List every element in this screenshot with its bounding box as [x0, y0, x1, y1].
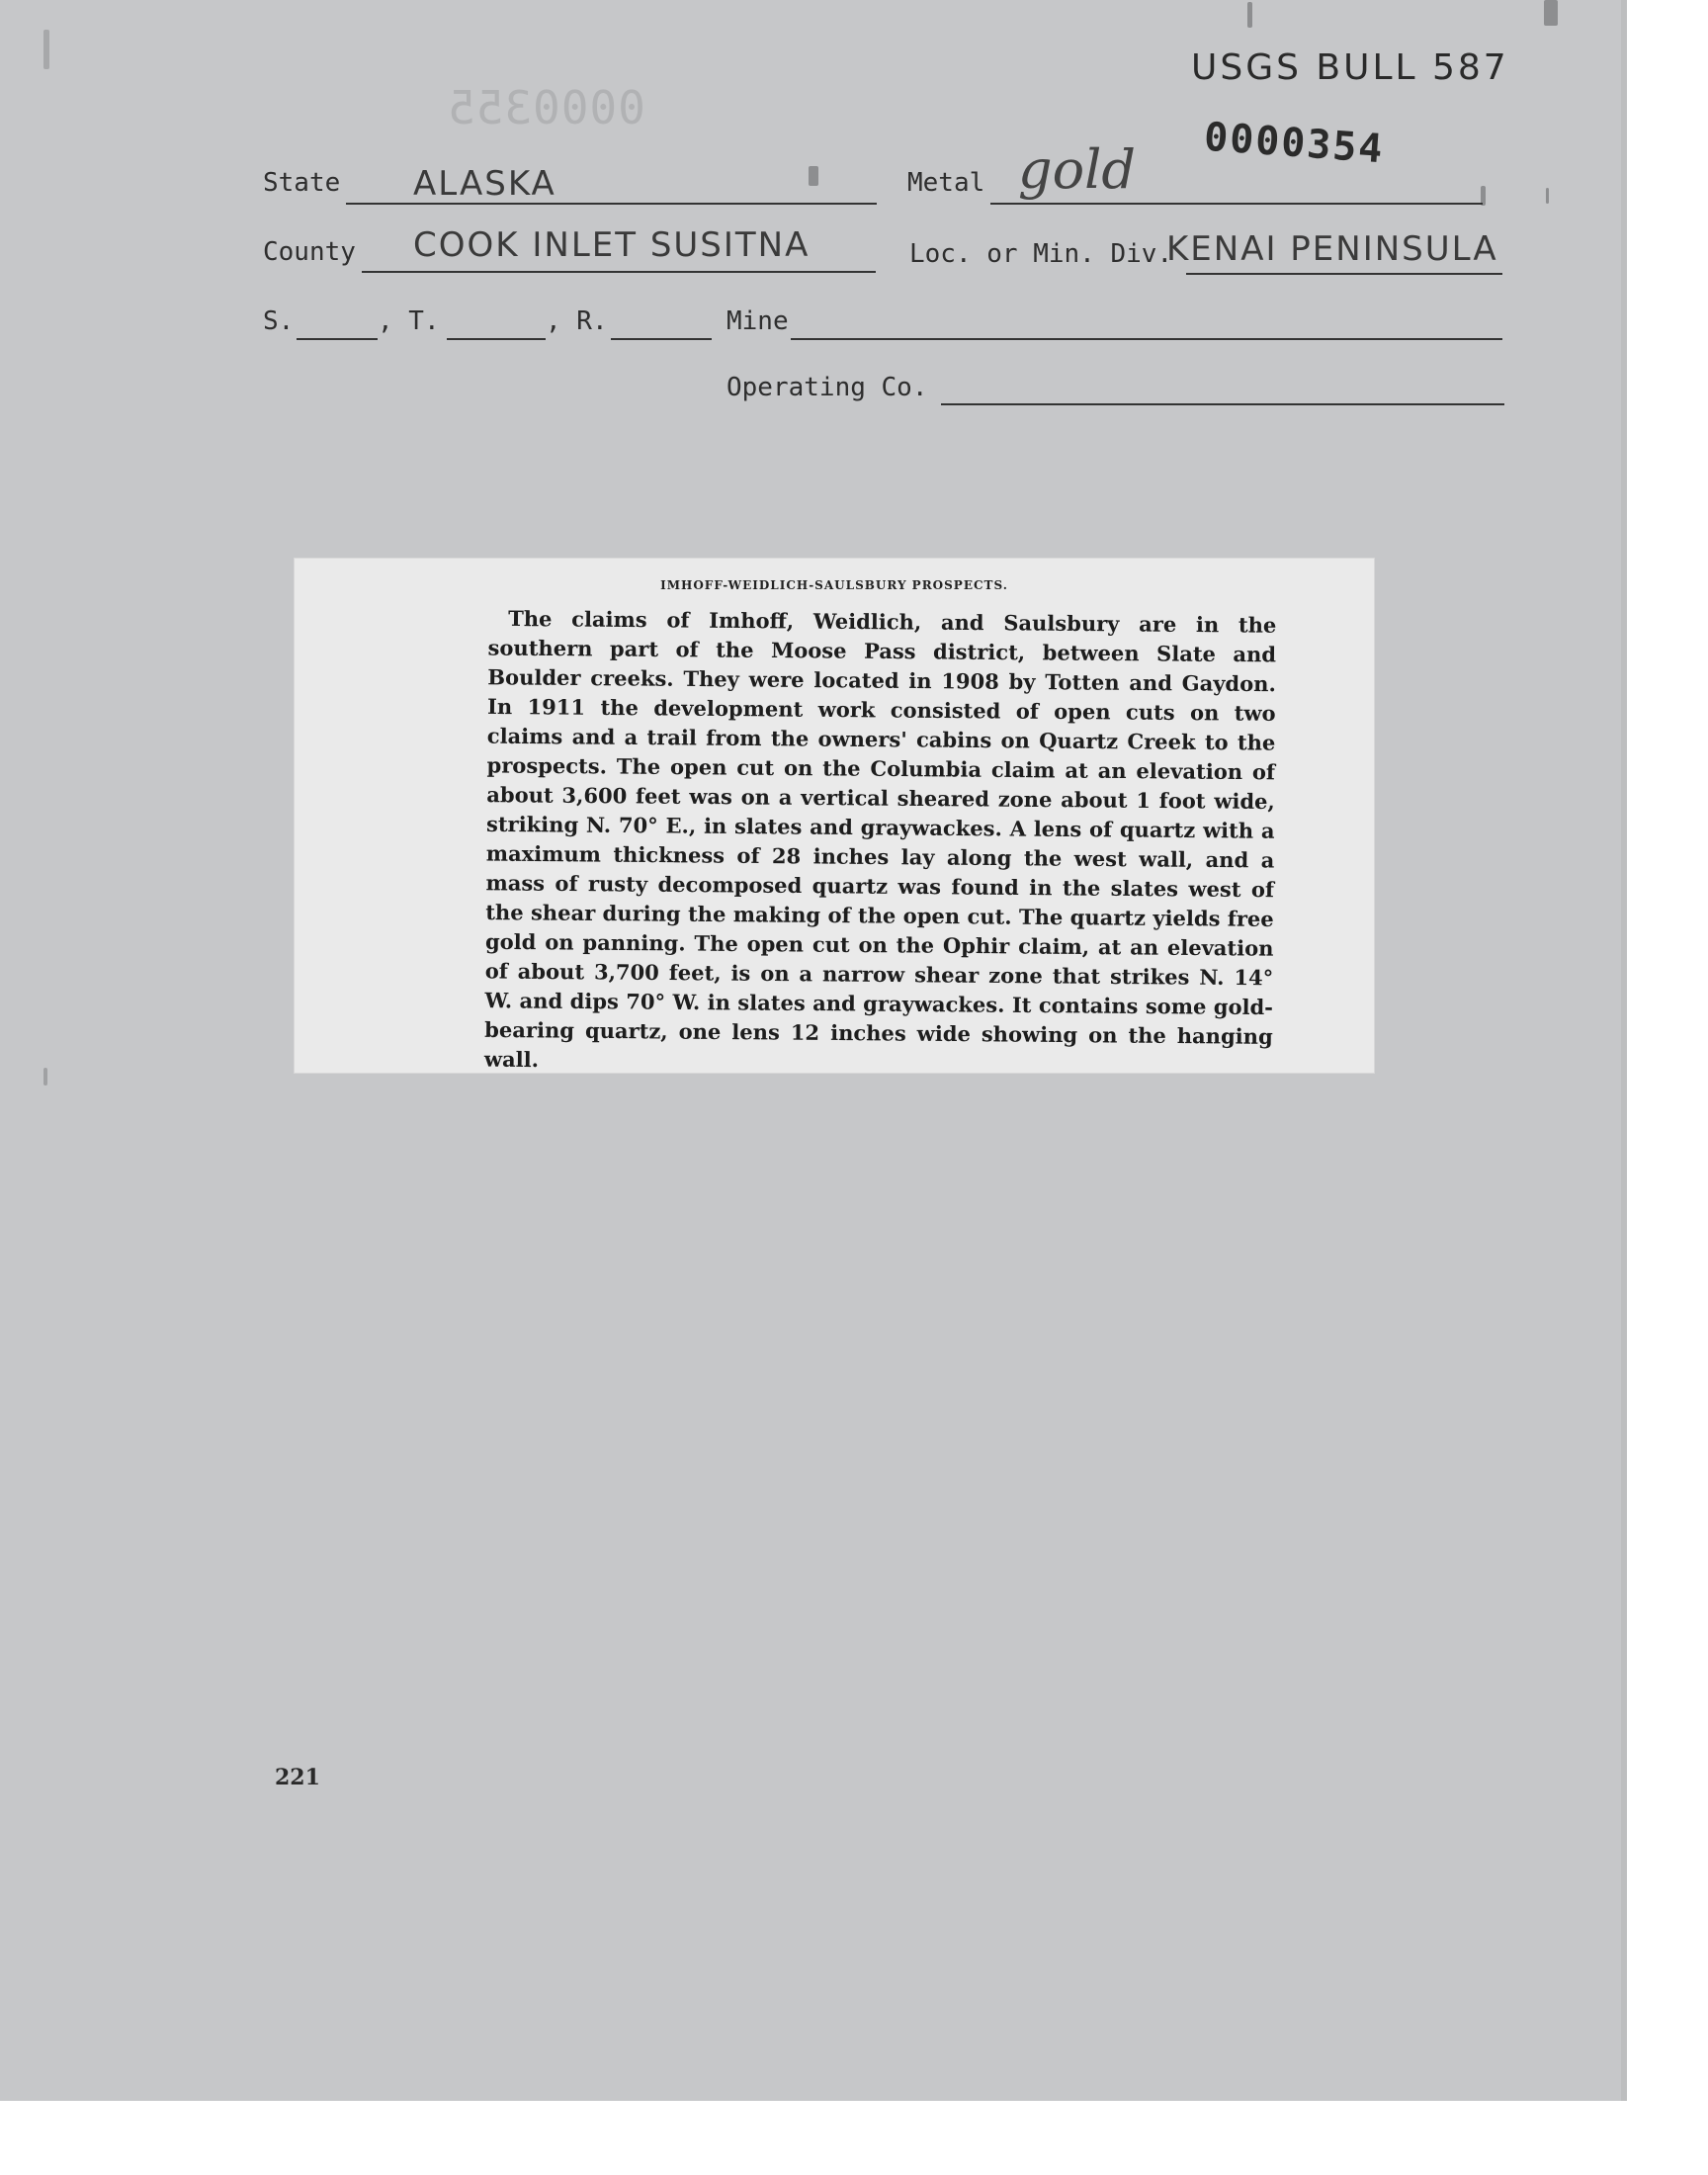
serial-number: 0000354: [1202, 114, 1386, 173]
metal-value: gold: [1018, 138, 1136, 201]
county-label: County: [263, 237, 356, 267]
mine-line: [791, 338, 1502, 340]
state-label: State: [263, 168, 341, 198]
mine-label: Mine: [726, 306, 789, 336]
clipping-body: The claims of Imhoff, Weidlich, and Saulsbury are in the southern part of the Moose Pass district, between Slate and Boulder creeks. They were located in 1908 by Totten and Gaydon. In 1911 the development work consisted of open cuts on two claims and a trail from the owners' cabins on Quartz Creek to the prospects. The open cut on the Columbia claim at an elevation of about 3,600 feet was on a vertical sheared zone about 1 foot wide, striking N. 70° E., in slates and graywackes. A lens of quartz with a maximum thickness of 28 inches lay along the west wall, and a mass of rusty decomposed quartz was found in the slates west of the shear during the making of the open cut. The quartz yields free gold on panning. The open cut on the Ophir claim, at an elevation of about 3,700 feet, is on a narrow shear zone that strikes N. 14° W. and dips 70° W. in slates and graywackes. It contains some gold-bearing quartz, one lens 12 inches wide showing on the hanging wall.: [483, 606, 1277, 1073]
township-line: [447, 338, 546, 340]
scan-mark: [1546, 188, 1549, 204]
clipping-heading: IMHOFF-WEIDLICH-SAULSBURY PROSPECTS.: [660, 578, 1008, 592]
scan-mark: [43, 30, 49, 69]
state-value: ALASKA: [413, 164, 556, 204]
scan-mark: [809, 166, 818, 186]
operating-company-line: [941, 403, 1504, 405]
metal-label: Metal: [907, 168, 985, 198]
district-line: [1186, 273, 1502, 275]
scan-mark: [1544, 0, 1558, 26]
reverse-serial-number: 0000355: [447, 81, 645, 134]
county-value: COOK INLET SUSITNA: [413, 225, 811, 265]
range-line: [611, 338, 712, 340]
section-label: S.: [263, 306, 295, 336]
pasted-clipping: [295, 559, 1374, 1073]
bulletin-reference: USGS BULL 587: [1191, 47, 1509, 88]
page-number: 221: [275, 1765, 320, 1790]
district-label: Loc. or Min. Div.: [909, 239, 1173, 269]
section-line: [297, 338, 378, 340]
operating-company-label: Operating Co.: [726, 373, 928, 402]
scan-mark: [43, 1068, 47, 1086]
district-value: KENAI PENINSULA: [1166, 229, 1498, 269]
county-line: [362, 271, 876, 273]
metal-line: [990, 203, 1483, 205]
range-label: , R.: [546, 306, 608, 336]
scan-mark: [1247, 2, 1252, 28]
township-label: , T.: [378, 306, 440, 336]
